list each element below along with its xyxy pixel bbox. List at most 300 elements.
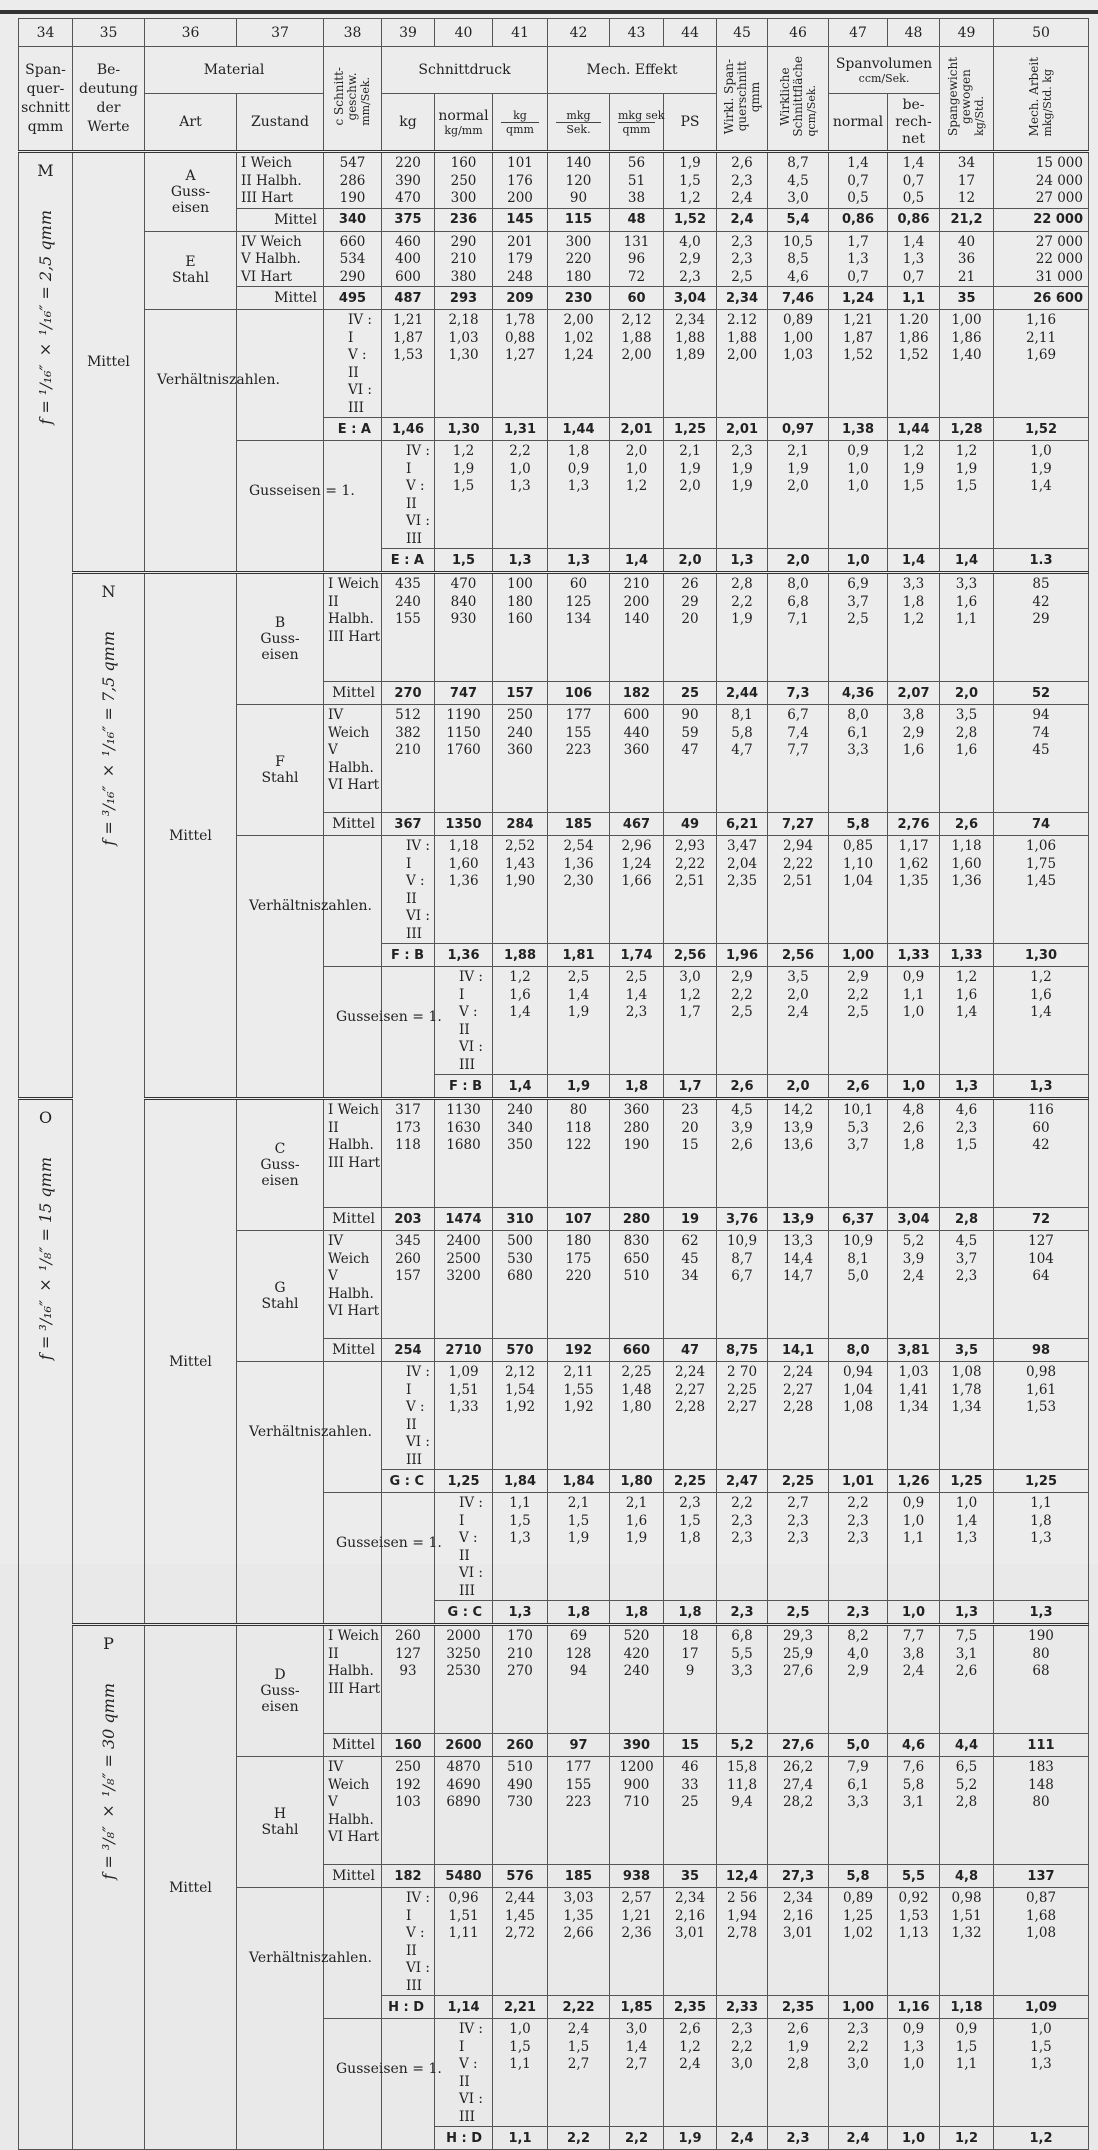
ratio-total-value: 1,25 bbox=[994, 1470, 1089, 1493]
verhaeltniszahlen-label: Verhältniszahlen. bbox=[249, 1950, 372, 1966]
mittel-value: 1,24 bbox=[829, 287, 888, 310]
column-number: 41 bbox=[493, 19, 548, 47]
ratio-value: 0,89 1,00 1,03 bbox=[768, 310, 829, 418]
ratio-value: 2,1 1,6 1,9 bbox=[610, 1493, 664, 1601]
ratio-art-blank bbox=[382, 2019, 435, 2150]
ratio-value: 2,54 1,36 2,30 bbox=[548, 836, 610, 944]
ratio-value: 2,12 1,88 2,00 bbox=[610, 310, 664, 418]
mittel-value: 2710 bbox=[435, 1339, 493, 1362]
bedeutung-guss1 bbox=[324, 967, 442, 1099]
value-cell: 2,6 2,3 2,4 bbox=[717, 152, 768, 209]
ratio-value: 2,34 2,16 3,01 bbox=[664, 1888, 717, 1996]
column-number: 43 bbox=[610, 19, 664, 47]
bedeutung-verh bbox=[145, 310, 280, 573]
mittel-value: 1474 bbox=[435, 1208, 493, 1231]
value-cell: 100 180 160 bbox=[493, 573, 548, 682]
ratio-total-value: 1,8 bbox=[610, 1075, 664, 1099]
ratio-value: 0,98 1,51 1,32 bbox=[940, 1888, 994, 1996]
header-ps: PS bbox=[664, 94, 717, 152]
ratio-total-value: 1,85 bbox=[610, 1996, 664, 2019]
mittel-value: 192 bbox=[548, 1339, 610, 1362]
ratio-total-value: 1,2 bbox=[994, 2127, 1089, 2150]
mittel-value: 6,21 bbox=[717, 813, 768, 836]
ratio-total-value: 2,6 bbox=[829, 1075, 888, 1099]
ratio-value: 2,44 1,45 2,72 bbox=[493, 1888, 548, 1996]
value-cell: 8,2 4,0 2,9 bbox=[829, 1625, 888, 1734]
mittel-label: Mittel bbox=[237, 208, 324, 231]
value-cell: 1,7 1,3 0,7 bbox=[829, 231, 888, 287]
value-cell: 180 175 220 bbox=[548, 1231, 610, 1339]
mittel-value: 2,8 bbox=[940, 1208, 994, 1231]
mittel-value: 14,1 bbox=[768, 1339, 829, 1362]
ratio-labels: IV : I V : II VI : III bbox=[435, 967, 493, 1075]
bedeutung-mittel: Mittel bbox=[145, 1099, 237, 1625]
ratio-labels: IV : I V : II VI : III bbox=[324, 310, 382, 418]
value-cell: 300 220 180 bbox=[548, 231, 610, 287]
value-cell: 6,5 5,2 2,8 bbox=[940, 1757, 994, 1865]
ratio-total-value: 1,1 bbox=[493, 2127, 548, 2150]
verhaeltniszahlen-label: Verhältniszahlen. bbox=[157, 372, 280, 388]
ratio-value: 2,34 2,16 3,01 bbox=[768, 1888, 829, 1996]
value-cell: 3,5 2,8 1,6 bbox=[940, 705, 994, 813]
ratio-total-value: 1,8 bbox=[548, 1601, 610, 1625]
mittel-value: 260 bbox=[493, 1734, 548, 1757]
section-letter: P bbox=[103, 1634, 114, 1653]
value-cell: 34 17 12 bbox=[940, 152, 994, 209]
arbeit-unit: mkg/Std. kg bbox=[1041, 68, 1054, 137]
ratio-value: 2,2 1,0 1,3 bbox=[493, 441, 548, 549]
ratio-total-value: 1,4 bbox=[888, 549, 940, 573]
data-row-guss bbox=[19, 1625, 1089, 1734]
ratio-total-value: 1,31 bbox=[493, 418, 548, 441]
ratio-total-value: 1,80 bbox=[610, 1470, 664, 1493]
material-art: C Guss- eisen bbox=[237, 1099, 324, 1231]
ratio-total-value: 1.3 bbox=[994, 549, 1089, 573]
ratio-total-value: 1,33 bbox=[940, 944, 994, 967]
mittel-value: 270 bbox=[382, 682, 435, 705]
ratio-total-value: 1,25 bbox=[664, 418, 717, 441]
value-cell: 210 200 140 bbox=[610, 573, 664, 682]
ratio-value: 1,21 1,87 1,53 bbox=[382, 310, 435, 418]
ratio-row bbox=[19, 310, 1089, 418]
value-cell: 7,5 3,1 2,6 bbox=[940, 1625, 994, 1734]
bedeutung-verh bbox=[237, 1888, 372, 2150]
mittel-value: 52 bbox=[994, 682, 1089, 705]
ratio-value: 1,2 1,9 1,5 bbox=[940, 441, 994, 549]
value-cell: 317 173 118 bbox=[382, 1099, 435, 1208]
ratio-total-value: 2,0 bbox=[768, 549, 829, 573]
ratio-value: 1,0 1,9 1,4 bbox=[994, 441, 1089, 549]
ratio-value: 2,25 1,48 1,80 bbox=[610, 1362, 664, 1470]
ratio-value: 2,2 2,3 2,3 bbox=[717, 1493, 768, 1601]
ratio-total-label: H : D bbox=[382, 1996, 435, 2019]
ratio-total-value: 2,5 bbox=[768, 1601, 829, 1625]
ratio-art-blank bbox=[324, 441, 382, 573]
column-number: 46 bbox=[768, 19, 829, 47]
mittel-value: 0,86 bbox=[888, 208, 940, 231]
mittel-value: 2,76 bbox=[888, 813, 940, 836]
ratio-value: 2,18 1,03 1,30 bbox=[435, 310, 493, 418]
mittel-value: 5,8 bbox=[829, 1865, 888, 1888]
value-cell: 6,8 5,5 3,3 bbox=[717, 1625, 768, 1734]
value-cell: 520 420 240 bbox=[610, 1625, 664, 1734]
header-kg-qmm-numerator: kg bbox=[501, 109, 539, 123]
ratio-total-value: 0,97 bbox=[768, 418, 829, 441]
value-cell: 7,9 6,1 3,3 bbox=[829, 1757, 888, 1865]
mittel-value: 5,4 bbox=[768, 208, 829, 231]
ratio-value: 1,2 1,6 1,4 bbox=[994, 967, 1089, 1075]
ratio-value: 1.20 1,86 1,52 bbox=[888, 310, 940, 418]
ratio-value: 2,12 1,54 1,92 bbox=[493, 1362, 548, 1470]
gusseisen-eins-label: Gusseisen = 1. bbox=[336, 1009, 442, 1025]
ratio-value: 1,08 1,78 1,34 bbox=[940, 1362, 994, 1470]
zustand-values: IV Weich V Halbh. VI Hart bbox=[324, 1231, 382, 1339]
ratio-total-value: 1,96 bbox=[717, 944, 768, 967]
mittel-value: 1,1 bbox=[888, 287, 940, 310]
top-rule bbox=[0, 10, 1098, 14]
section-label bbox=[19, 152, 73, 1099]
ratio-value: 1,2 1,9 1,5 bbox=[888, 441, 940, 549]
mittel-value: 310 bbox=[493, 1208, 548, 1231]
mittel-value: 15 bbox=[664, 1734, 717, 1757]
ratio-total-value: 1,8 bbox=[664, 1601, 717, 1625]
bedeutung-guss1 bbox=[237, 441, 355, 573]
ratio-value: 0,9 1,0 1,1 bbox=[888, 1493, 940, 1601]
mittel-value: 2600 bbox=[435, 1734, 493, 1757]
mittel-value: 1350 bbox=[435, 813, 493, 836]
value-cell: 177 155 223 bbox=[548, 705, 610, 813]
section-formula: f = ¹/₁₆″ × ¹/₁₆″ = 2,5 qmm bbox=[36, 210, 55, 425]
zustand-values: I Weich II Halbh. III Hart bbox=[237, 152, 324, 209]
ratio-value: 1,8 0,9 1,3 bbox=[548, 441, 610, 549]
ratio-total-value: 2,4 bbox=[829, 2127, 888, 2150]
value-cell: 4,8 2,6 1,8 bbox=[888, 1099, 940, 1208]
ratio-value: 1,17 1,62 1,35 bbox=[888, 836, 940, 944]
mittel-value: 495 bbox=[324, 287, 382, 310]
mittel-value: 5,8 bbox=[829, 813, 888, 836]
ratio-value: 2,1 1,9 2,0 bbox=[664, 441, 717, 549]
ratio-total-label: F : B bbox=[435, 1075, 493, 1099]
mittel-value: 145 bbox=[493, 208, 548, 231]
material-art: H Stahl bbox=[237, 1757, 324, 1888]
mittel-value: 27,6 bbox=[768, 1734, 829, 1757]
ratio-value: 2,11 1,55 1,92 bbox=[548, 1362, 610, 1470]
mittel-label: Mittel bbox=[324, 813, 382, 836]
section-label bbox=[73, 1625, 145, 2150]
spangewicht-label: Spangewicht gewogen bbox=[946, 57, 973, 136]
ratio-value: 1,16 2,11 1,69 bbox=[994, 310, 1089, 418]
ratio-total-value: 1,8 bbox=[610, 1601, 664, 1625]
column-number: 34 bbox=[19, 19, 73, 47]
value-cell: 2400 2500 3200 bbox=[435, 1231, 493, 1339]
ratio-value: 2,6 1,9 2,8 bbox=[768, 2019, 829, 2127]
spangewicht-unit: kg/Std. bbox=[973, 96, 986, 136]
ratio-value: 0,9 1,5 1,1 bbox=[940, 2019, 994, 2127]
zustand-values: I Weich II Halbh. III Hart bbox=[324, 1625, 382, 1734]
ratio-value: 2 70 2,25 2,27 bbox=[717, 1362, 768, 1470]
header-zustand: Zustand bbox=[237, 94, 324, 152]
mittel-label: Mittel bbox=[324, 1865, 382, 1888]
ratio-value: 2,7 2,3 2,3 bbox=[768, 1493, 829, 1601]
mittel-value: 4,36 bbox=[829, 682, 888, 705]
column-number-row bbox=[19, 19, 1089, 47]
value-cell: 23 20 15 bbox=[664, 1099, 717, 1208]
value-cell: 170 210 270 bbox=[493, 1625, 548, 1734]
header-c-schnittgeschw bbox=[324, 47, 382, 152]
value-cell: 27 000 22 000 31 000 bbox=[994, 231, 1089, 287]
mittel-value: 182 bbox=[382, 1865, 435, 1888]
ratio-value: 0,89 1,25 1,02 bbox=[829, 1888, 888, 1996]
ratio-value: 1,00 1,86 1,40 bbox=[940, 310, 994, 418]
mittel-value: 115 bbox=[548, 208, 610, 231]
mittel-value: 6,37 bbox=[829, 1208, 888, 1231]
ratio-value: 1,09 1,51 1,33 bbox=[435, 1362, 493, 1470]
mittel-value: 8,75 bbox=[717, 1339, 768, 1362]
ratio-total-value: 1,5 bbox=[435, 549, 493, 573]
mittel-value: 660 bbox=[610, 1339, 664, 1362]
bedeutung-guss1 bbox=[324, 1493, 442, 1625]
ratio-value: 2,24 2,27 2,28 bbox=[664, 1362, 717, 1470]
mittel-value: 107 bbox=[548, 1208, 610, 1231]
ratio-value: 2,52 1,43 1,90 bbox=[493, 836, 548, 944]
ratio-value: 1,18 1,60 1,36 bbox=[940, 836, 994, 944]
ratio-total-value: 1,0 bbox=[888, 2127, 940, 2150]
mittel-value: 487 bbox=[382, 287, 435, 310]
ratio-total-value: 2,3 bbox=[717, 1601, 768, 1625]
header-mkg-sek-numerator: mkg bbox=[556, 109, 601, 123]
header-material: Material bbox=[145, 47, 324, 94]
value-cell: 13,3 14,4 14,7 bbox=[768, 1231, 829, 1339]
ratio-total-label: G : C bbox=[382, 1470, 435, 1493]
wflaeche-label: Wirkliche Schnittfläche bbox=[777, 56, 805, 137]
mittel-value: 35 bbox=[940, 287, 994, 310]
header-kg: kg bbox=[382, 94, 435, 152]
ratio-total-value: 1,81 bbox=[548, 944, 610, 967]
mittel-value: 12,4 bbox=[717, 1865, 768, 1888]
mittel-value: 2,4 bbox=[717, 208, 768, 231]
ratio-total-value: 1,9 bbox=[548, 1075, 610, 1099]
value-cell: 510 490 730 bbox=[493, 1757, 548, 1865]
value-cell: 56 51 38 bbox=[610, 152, 664, 209]
value-cell: 6,9 3,7 2,5 bbox=[829, 573, 888, 682]
ratio-total-value: 1,16 bbox=[888, 1996, 940, 2019]
ratio-total-value: 1,4 bbox=[940, 549, 994, 573]
table-wrapper bbox=[18, 18, 1088, 2150]
material-art: A Guss- eisen bbox=[145, 152, 237, 232]
value-cell: 140 120 90 bbox=[548, 152, 610, 209]
header-mkgsek-qmm-numerator: mkg sek bbox=[618, 108, 665, 122]
value-cell: 360 280 190 bbox=[610, 1099, 664, 1208]
ratio-total-value: 1,44 bbox=[888, 418, 940, 441]
mittel-value: 182 bbox=[610, 682, 664, 705]
zustand-values: IV Weich V Halbh. VI Hart bbox=[324, 705, 382, 813]
bedeutung-mittel: Mittel bbox=[145, 573, 237, 1099]
ratio-value: 1,0 1,4 1,3 bbox=[940, 1493, 994, 1601]
value-cell: 8,0 6,1 3,3 bbox=[829, 705, 888, 813]
value-cell: 1,4 0,7 0,5 bbox=[888, 152, 940, 209]
ratio-value: 0,85 1,10 1,04 bbox=[829, 836, 888, 944]
mittel-value: 4,4 bbox=[940, 1734, 994, 1757]
ratio-value: 1,1 1,5 1,3 bbox=[493, 1493, 548, 1601]
value-cell: 830 650 510 bbox=[610, 1231, 664, 1339]
mittel-value: 3,81 bbox=[888, 1339, 940, 1362]
ratio-value: 1,0 1,5 1,3 bbox=[994, 2019, 1089, 2127]
mittel-value: 13,9 bbox=[768, 1208, 829, 1231]
value-cell: 80 118 122 bbox=[548, 1099, 610, 1208]
header-kg-qmm-denominator: qmm bbox=[506, 122, 534, 136]
value-cell: 15 000 24 000 27 000 bbox=[994, 152, 1089, 209]
header-row bbox=[19, 47, 1089, 94]
value-cell: 160 250 300 bbox=[435, 152, 493, 209]
ratio-total-value: 2,0 bbox=[768, 1075, 829, 1099]
ratio-value: 3,0 1,2 1,7 bbox=[664, 967, 717, 1075]
value-cell: 116 60 42 bbox=[994, 1099, 1089, 1208]
ratio-total-value: 1,9 bbox=[664, 2127, 717, 2150]
ratio-total-value: 1,88 bbox=[493, 944, 548, 967]
ratio-total-value: 1,14 bbox=[435, 1996, 493, 2019]
ratio-value: 0,92 1,53 1,13 bbox=[888, 1888, 940, 1996]
mittel-value: 5,2 bbox=[717, 1734, 768, 1757]
column-number: 36 bbox=[145, 19, 237, 47]
ratio-total-value: 2,2 bbox=[548, 2127, 610, 2150]
ratio-total-value: 1,26 bbox=[888, 1470, 940, 1493]
value-cell: 62 45 34 bbox=[664, 1231, 717, 1339]
arbeit-label: Mech. Arbeit bbox=[1027, 56, 1041, 137]
header-bedeutung: Be- deutung der Werte bbox=[73, 47, 145, 152]
ratio-total-value: 1,3 bbox=[940, 1075, 994, 1099]
ratio-total-value: 2,56 bbox=[664, 944, 717, 967]
material-art: B Guss- eisen bbox=[237, 573, 324, 705]
bedeutung-verh bbox=[237, 836, 372, 1099]
mittel-value: 2,44 bbox=[717, 682, 768, 705]
column-number: 49 bbox=[940, 19, 994, 47]
ratio-total-value: 1,3 bbox=[548, 549, 610, 573]
value-cell: 2000 3250 2530 bbox=[435, 1625, 493, 1734]
mittel-value: 185 bbox=[548, 1865, 610, 1888]
header-kg-qmm bbox=[493, 94, 548, 152]
ratio-total-value: 1,28 bbox=[940, 418, 994, 441]
column-number: 39 bbox=[382, 19, 435, 47]
c-unit: mm/Sek. bbox=[359, 76, 372, 126]
ratio-total-value: 1,2 bbox=[940, 2127, 994, 2150]
mittel-value: 111 bbox=[994, 1734, 1089, 1757]
mittel-value: 236 bbox=[435, 208, 493, 231]
ratio-total-value: 1,18 bbox=[940, 1996, 994, 2019]
ratio-value: 0,87 1,68 1,08 bbox=[994, 1888, 1089, 1996]
value-cell: 3,3 1,8 1,2 bbox=[888, 573, 940, 682]
ratio-value: 0,96 1,51 1,11 bbox=[435, 1888, 493, 1996]
mittel-value: 7,27 bbox=[768, 813, 829, 836]
normal-label: normal bbox=[438, 107, 489, 124]
header-wirkl-spanquerschnitt bbox=[717, 47, 768, 152]
value-cell: 26,2 27,4 28,2 bbox=[768, 1757, 829, 1865]
value-cell: 4870 4690 6890 bbox=[435, 1757, 493, 1865]
mittel-value: 747 bbox=[435, 682, 493, 705]
ratio-value: 2,3 2,2 3,0 bbox=[717, 2019, 768, 2127]
gusseisen-eins-label: Gusseisen = 1. bbox=[249, 483, 355, 499]
mittel-value: 160 bbox=[382, 1734, 435, 1757]
value-cell: 177 155 223 bbox=[548, 1757, 610, 1865]
value-cell: 660 534 290 bbox=[324, 231, 382, 287]
mittel-value: 27,3 bbox=[768, 1865, 829, 1888]
ratio-total-value: 1,00 bbox=[829, 1996, 888, 2019]
value-cell: 94 74 45 bbox=[994, 705, 1089, 813]
data-row-guss bbox=[19, 152, 1089, 209]
value-cell: 7,6 5,8 3,1 bbox=[888, 1757, 940, 1865]
mittel-value: 3,04 bbox=[664, 287, 717, 310]
mittel-value: 5480 bbox=[435, 1865, 493, 1888]
ratio-value: 2,5 1,4 1,9 bbox=[548, 967, 610, 1075]
spanvol-unit: ccm/Sek. bbox=[858, 71, 910, 85]
ratio-total-value: 1,7 bbox=[664, 1075, 717, 1099]
ratio-total-value: 1,84 bbox=[548, 1470, 610, 1493]
ratio-total-value: 2,4 bbox=[717, 2127, 768, 2150]
ratio-value: 1,78 0,88 1,27 bbox=[493, 310, 548, 418]
mittel-value: 26 600 bbox=[994, 287, 1089, 310]
mittel-value: 467 bbox=[610, 813, 664, 836]
ratio-total-value: 2,3 bbox=[768, 2127, 829, 2150]
value-cell: 10,1 5,3 3,7 bbox=[829, 1099, 888, 1208]
mittel-value: 47 bbox=[664, 1339, 717, 1362]
ratio-value: 1,06 1,75 1,45 bbox=[994, 836, 1089, 944]
value-cell: 260 127 93 bbox=[382, 1625, 435, 1734]
value-cell: 4,0 2,9 2,3 bbox=[664, 231, 717, 287]
ratio-labels: IV : I V : II VI : III bbox=[382, 1362, 435, 1470]
value-cell: 3,3 1,6 1,1 bbox=[940, 573, 994, 682]
ratio-value: 2,24 2,27 2,28 bbox=[768, 1362, 829, 1470]
value-cell: 6,7 7,4 7,7 bbox=[768, 705, 829, 813]
mittel-value: 340 bbox=[324, 208, 382, 231]
column-number: 35 bbox=[73, 19, 145, 47]
normal-unit: kg/mm bbox=[444, 123, 483, 137]
ratio-total-value: 1,01 bbox=[829, 1470, 888, 1493]
ratio-total-value: 1,84 bbox=[493, 1470, 548, 1493]
ratio-value: 1,03 1,41 1,34 bbox=[888, 1362, 940, 1470]
mittel-value: 137 bbox=[994, 1865, 1089, 1888]
value-cell: 220 390 470 bbox=[382, 152, 435, 209]
data-row-stahl bbox=[19, 231, 1089, 287]
header-mkgsek-qmm-denominator: qmm bbox=[622, 122, 651, 136]
column-number: 40 bbox=[435, 19, 493, 47]
ratio-total-value: 1,25 bbox=[435, 1470, 493, 1493]
value-cell: 90 59 47 bbox=[664, 705, 717, 813]
value-cell: 5,2 3,9 2,4 bbox=[888, 1231, 940, 1339]
value-cell: 131 96 72 bbox=[610, 231, 664, 287]
value-cell: 1190 1150 1760 bbox=[435, 705, 493, 813]
ratio-value: 1,2 1,6 1,4 bbox=[493, 967, 548, 1075]
ratio-total-value: 1,3 bbox=[994, 1075, 1089, 1099]
ratio-value: 0,98 1,61 1,53 bbox=[994, 1362, 1089, 1470]
ratio-total-value: 1,3 bbox=[493, 549, 548, 573]
ratio-total-value: 2,35 bbox=[768, 1996, 829, 2019]
c-label: c Schnitt- geschw. bbox=[332, 67, 359, 126]
ratio-total-value: 2,3 bbox=[829, 1601, 888, 1625]
value-cell: 1,4 1,3 0,7 bbox=[888, 231, 940, 287]
ratio-labels: IV : I V : II VI : III bbox=[382, 836, 435, 944]
ratio-total-value: 1,4 bbox=[493, 1075, 548, 1099]
ratio-total-value: 2,56 bbox=[768, 944, 829, 967]
material-art: F Stahl bbox=[237, 705, 324, 836]
ratio-total-label: E : A bbox=[382, 549, 435, 573]
mittel-value: 4,6 bbox=[888, 1734, 940, 1757]
header-mkg-sek-denominator: Sek. bbox=[566, 122, 591, 136]
ratio-total-value: 2,22 bbox=[548, 1996, 610, 2019]
mittel-value: 3,76 bbox=[717, 1208, 768, 1231]
value-cell: 8,0 6,8 7,1 bbox=[768, 573, 829, 682]
mittel-value: 5,5 bbox=[888, 1865, 940, 1888]
ratio-total-value: 1,3 bbox=[940, 1601, 994, 1625]
ratio-total-label: G : C bbox=[435, 1601, 493, 1625]
